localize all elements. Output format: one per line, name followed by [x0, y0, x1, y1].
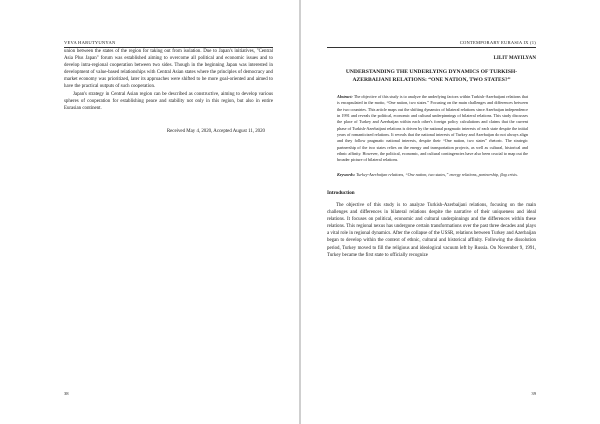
section-heading: Introduction [327, 189, 355, 196]
abstract [337, 94, 528, 164]
page-number-right: 39 [531, 391, 536, 396]
page-number-left: 38 [64, 391, 69, 396]
abstract-text: The objective of this study is to analyze the underlying factors within Turkish-Azerbaijani relations that is encapsulated in the motto, “One nation, two states.” Focusing on the main challenges and differences between the two countries. This article maps out the shifting dynamics of bilateral relations since Azerbaijan independence in 1991 and reveals the political, economic and cultural underpinnings of bilateral relations. This study discusses the place of Turkey and Azerbaijan within each other's foreign policy calculations and claims that the current phase of Turkish-Azerbaijani relations is driven by the national pragmatic interests of each state despite the initial years of romanticized relations. It reveals that the national interests of Turkey and Azerbaijan do not always align and they follow pragmatic national interests, despite their “One nation, two states” rhetoric. The strategic partnership of the two states relies on the energy and transportation projects, as well as cultural, historical and ethnic affinity. However, the political, economic, and cultural contingencies have also been crucial to map out the broader picture of bilateral relations. [337, 93, 528, 163]
running-head-right: CONTEMPORARY EURASIA IX (1) [327, 40, 536, 48]
left-page-body [64, 48, 273, 135]
abstract-label: Abstract: [337, 93, 353, 99]
keywords [337, 172, 528, 178]
body-paragraph: Japan's strategy in Central Asian region can be described as constructive, aiming to develop various spheres of cooperation for establishing peace and stability not only in this region, but also in entire Eurasian continent. [64, 91, 273, 111]
keywords-label: Keywords: [337, 171, 356, 177]
article-title: UNDERSTANDING THE UNDERLYING DYNAMICS OF TURKISH-AZERBAIJANI RELATIONS: “ONE NATION, TWO STATES?” [345, 69, 518, 84]
right-page [301, 0, 600, 424]
author-name: LILIT MAYILYAN [493, 55, 536, 61]
introduction [327, 202, 536, 259]
running-head-left: VEVA HARUTYUNYAN [64, 40, 273, 48]
received-date: Received May 4, 2020, Accepted August 11, 2020 [166, 128, 265, 134]
keywords-text: Turkey-Azerbaijan relations, “One nation, two states,” energy relations, partnership, flag crisis. [355, 171, 518, 177]
body-paragraph: union between the states of the region for taking out from isolation. Due to Japan's initiatives, "Central Asia Plus Japan" forum was established aiming to overcome all political and economic issues and to develop intra-regional cooperation between two sides. Though in the beginning Japan was interested in development of value-based relationships with Central Asian states where the principles of democracy and market economy was prioritized, later its approaches were shifted to be more goal-oriented and aimed to have the practical outputs of such cooperation. [64, 49, 273, 90]
body-paragraph: The objective of this study is to analyze Turkish-Azerbaijani relations, focusing on the main challenges and differences in bilateral relations despite the narrative of their uniqueness and ideal relations. It focuses on political, economic and cultural underpinnings and the differences within these relations. This regional nexus has undergone certain transformations over the past three decades and plays a vital role in regional dynamics. After the collapse of the USSR, relations between Turkey and Azerbaijan began to develop within the context of ethnic, cultural and historical affinity. Following the dissolution period, Turkey moved to fill the religious and ideological vacuum left by Russia. On November 9, 1991, Turkey became the first state to officially recognize [327, 202, 536, 258]
left-page [0, 0, 299, 424]
